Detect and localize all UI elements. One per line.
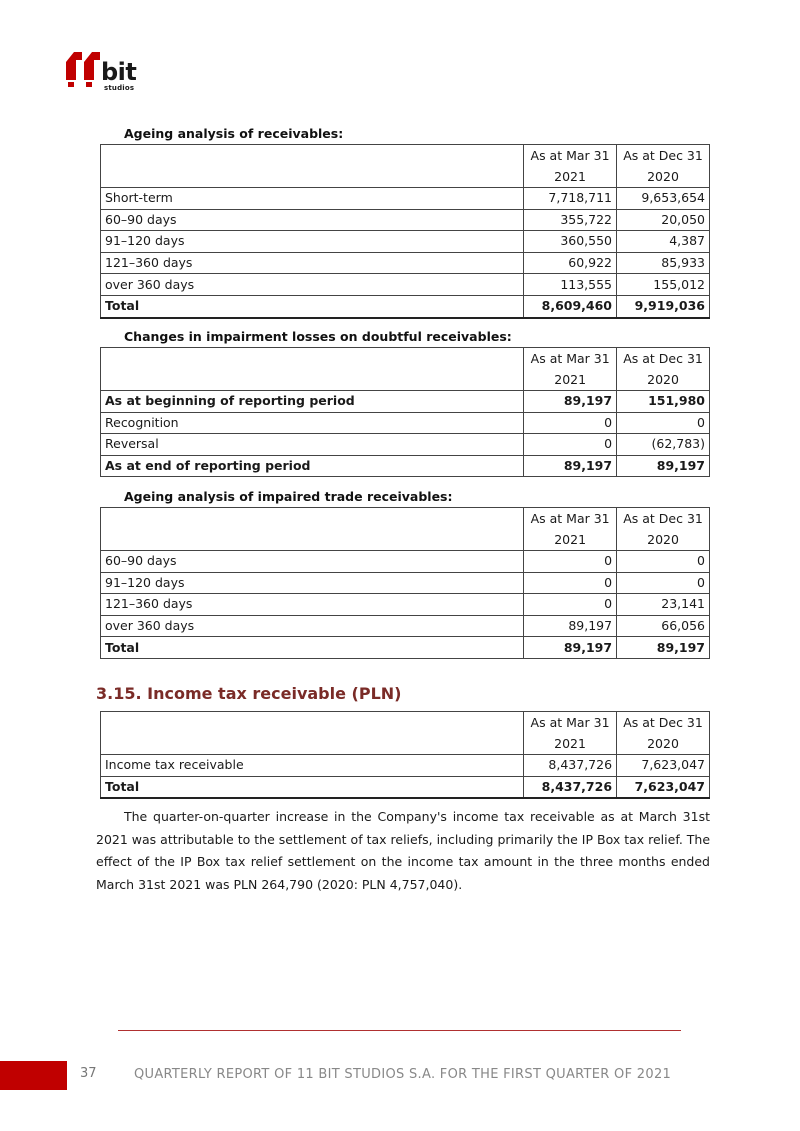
value-cell: 0 — [524, 572, 617, 594]
row-label: over 360 days — [101, 274, 524, 296]
ageing-title: Ageing analysis of receivables: — [124, 126, 344, 141]
value-cell: 89,197 — [524, 615, 617, 637]
value-cell: 20,050 — [617, 209, 710, 231]
value-cell: 4,387 — [617, 231, 710, 253]
table-row — [101, 434, 710, 456]
table-row — [101, 572, 710, 594]
header-cell: As at Dec 31 2020 — [617, 712, 710, 755]
value-cell: 7,623,047 — [617, 755, 710, 777]
value-cell: 9,653,654 — [617, 188, 710, 210]
value-cell: 360,550 — [524, 231, 617, 253]
total-row — [101, 637, 710, 659]
total-row — [101, 295, 710, 317]
value-cell: 0 — [617, 551, 710, 573]
header-cell: As at Dec 31 2020 — [617, 508, 710, 551]
value-cell: 7,623,047 — [617, 776, 710, 798]
header-cell: As at Mar 31 2021 — [524, 508, 617, 551]
value-cell: 8,437,726 — [524, 755, 617, 777]
row-label: Total — [101, 637, 524, 659]
header-cell — [101, 348, 524, 391]
table-row — [101, 274, 710, 296]
row-label: 60–90 days — [101, 209, 524, 231]
value-cell: 355,722 — [524, 209, 617, 231]
impairment-title: Changes in impairment losses on doubtful receivables: — [124, 329, 512, 344]
income-tax-table — [100, 711, 710, 799]
row-label: Total — [101, 295, 524, 317]
impairment-table — [100, 347, 710, 477]
row-label: 91–120 days — [101, 231, 524, 253]
row-label: 121–360 days — [101, 252, 524, 274]
value-cell: 89,197 — [617, 637, 710, 659]
value-cell: 89,197 — [524, 637, 617, 659]
value-cell: 23,141 — [617, 594, 710, 616]
value-cell: 151,980 — [617, 391, 710, 413]
header-cell: As at Mar 31 2021 — [524, 712, 617, 755]
header-cell — [101, 712, 524, 755]
value-cell: 66,056 — [617, 615, 710, 637]
table-header-row — [101, 145, 710, 188]
impaired-title: Ageing analysis of impaired trade receivables: — [124, 489, 453, 504]
table-row — [101, 209, 710, 231]
table-row — [101, 391, 710, 413]
row-label: 121–360 days — [101, 594, 524, 616]
table-row — [101, 551, 710, 573]
income-tax-paragraph: The quarter-on-quarter increase in the Company's income tax receivable as at March 31st 2021 was attributable to the settlement of tax reliefs, including primarily the IP Box tax relief. The effect of the IP Box tax relief settlement on the income tax amount in the three months ended March 31st 2021 was PLN 264,790 (2020: PLN 4,757,040). — [96, 809, 711, 892]
value-cell: 9,919,036 — [617, 295, 710, 317]
page-number: 37 — [80, 1066, 97, 1081]
value-cell: 0 — [524, 551, 617, 573]
value-cell: 89,197 — [617, 455, 710, 477]
value-cell: 113,555 — [524, 274, 617, 296]
ageing-table — [100, 144, 710, 319]
header-cell: As at Dec 31 2020 — [617, 145, 710, 188]
company-logo — [66, 50, 146, 92]
value-cell: 8,437,726 — [524, 776, 617, 798]
impaired-table — [100, 507, 710, 659]
value-cell: 89,197 — [524, 391, 617, 413]
row-label: As at beginning of reporting period — [101, 391, 524, 413]
income-tax-heading: 3.15. Income tax receivable (PLN) — [96, 684, 402, 703]
row-label: 91–120 days — [101, 572, 524, 594]
header-cell: As at Dec 31 2020 — [617, 348, 710, 391]
row-label: Total — [101, 776, 524, 798]
table-header-row — [101, 348, 710, 391]
table-row — [101, 252, 710, 274]
footer-title: QUARTERLY REPORT OF 11 BIT STUDIOS S.A. FOR THE FIRST QUARTER OF 2021 — [134, 1067, 672, 1082]
row-label: As at end of reporting period — [101, 455, 524, 477]
header-cell: As at Mar 31 2021 — [524, 145, 617, 188]
table-row — [101, 755, 710, 777]
value-cell: 7,718,711 — [524, 188, 617, 210]
value-cell: (62,783) — [617, 434, 710, 456]
table-row — [101, 188, 710, 210]
header-cell: As at Mar 31 2021 — [524, 348, 617, 391]
table-row — [101, 231, 710, 253]
header-cell — [101, 508, 524, 551]
value-cell: 8,609,460 — [524, 295, 617, 317]
value-cell: 60,922 — [524, 252, 617, 274]
value-cell: 0 — [617, 572, 710, 594]
table-header-row — [101, 508, 710, 551]
logo-text: bit — [101, 58, 137, 86]
row-label: over 360 days — [101, 615, 524, 637]
value-cell: 155,012 — [617, 274, 710, 296]
logo-subtext: studios — [104, 84, 135, 92]
value-cell: 85,933 — [617, 252, 710, 274]
value-cell: 89,197 — [524, 455, 617, 477]
row-label: 60–90 days — [101, 551, 524, 573]
value-cell: 0 — [617, 412, 710, 434]
header-cell — [101, 145, 524, 188]
total-row — [101, 455, 710, 477]
table-header-row — [101, 712, 710, 755]
total-row — [101, 776, 710, 798]
row-label: Short-term — [101, 188, 524, 210]
footer-divider — [118, 1030, 681, 1031]
value-cell: 0 — [524, 412, 617, 434]
row-label: Reversal — [101, 434, 524, 456]
table-row — [101, 594, 710, 616]
value-cell: 0 — [524, 434, 617, 456]
row-label: Recognition — [101, 412, 524, 434]
row-label: Income tax receivable — [101, 755, 524, 777]
table-row — [101, 412, 710, 434]
value-cell: 0 — [524, 594, 617, 616]
footer-accent-block — [0, 1061, 67, 1090]
logo-mark-icon — [66, 50, 102, 88]
table-row — [101, 615, 710, 637]
